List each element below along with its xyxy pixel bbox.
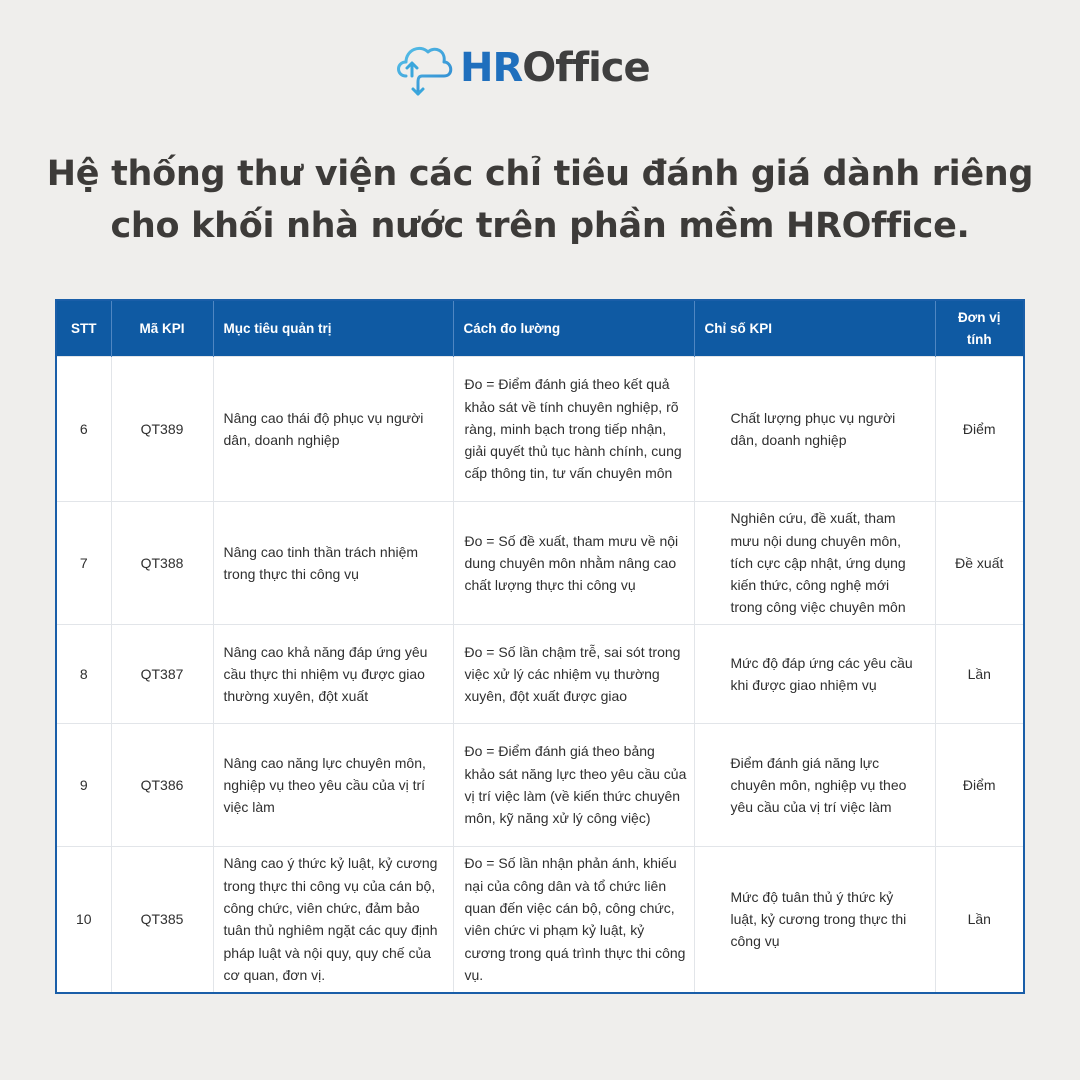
cell-objective: Nâng cao thái độ phục vụ người dân, doanh nghiệp xyxy=(213,357,453,502)
kpi-table xyxy=(55,299,1025,994)
table-row xyxy=(57,724,1023,847)
table-row xyxy=(57,625,1023,724)
col-header-stt: STT xyxy=(57,301,111,357)
col-header-kpi-index: Chỉ số KPI xyxy=(694,301,935,357)
table-header-row xyxy=(57,301,1023,357)
cell-stt: 10 xyxy=(57,847,111,992)
headline-line-2: cho khối nhà nước trên phần mềm HROffice. xyxy=(110,206,970,246)
cell-objective: Nâng cao tinh thần trách nhiệm trong thực thi công vụ xyxy=(213,502,453,625)
cell-measure: Đo = Điểm đánh giá theo kết quả khảo sát về tính chuyên nghiệp, rõ ràng, minh bạch trong tiếp nhận, giải quyết thủ tục hành chính, cung cấp thông tin, tư vấn chuyên môn xyxy=(453,357,694,502)
cell-objective: Nâng cao khả năng đáp ứng yêu cầu thực thi nhiệm vụ được giao thường xuyên, đột xuất xyxy=(213,625,453,724)
cell-objective: Nâng cao ý thức kỷ luật, kỷ cương trong thực thi công vụ của cán bộ, công chức, viên chức, đảm bảo tuân thủ nghiêm ngặt các quy định pháp luật và nội quy, quy chế của cơ quan, đơn vị. xyxy=(213,847,453,992)
cell-unit: Điểm xyxy=(935,724,1023,847)
cell-kpi-index: Chất lượng phục vụ người dân, doanh nghiệp xyxy=(694,357,935,502)
cell-stt: 9 xyxy=(57,724,111,847)
cell-kpi-index: Điểm đánh giá năng lực chuyên môn, nghiệp vụ theo yêu cầu của vị trí việc làm xyxy=(694,724,935,847)
cloud-sync-icon xyxy=(392,36,456,100)
table-row xyxy=(57,357,1023,502)
cell-unit: Lần xyxy=(935,625,1023,724)
cell-kpi-code: QT387 xyxy=(111,625,213,724)
table-row xyxy=(57,847,1023,992)
cell-unit: Lần xyxy=(935,847,1023,992)
hroffice-logo xyxy=(392,36,650,100)
cell-stt: 7 xyxy=(57,502,111,625)
cell-unit: Điểm xyxy=(935,357,1023,502)
logo-wordmark xyxy=(460,45,650,91)
logo-hr-text: HR xyxy=(460,45,523,91)
cell-kpi-code: QT386 xyxy=(111,724,213,847)
col-header-objective: Mục tiêu quản trị xyxy=(213,301,453,357)
cell-kpi-index: Nghiên cứu, đề xuất, tham mưu nội dung chuyên môn, tích cực cập nhật, ứng dụng kiến thức, công nghệ mới trong công việc chuyên môn xyxy=(694,502,935,625)
cell-measure: Đo = Điểm đánh giá theo bảng khảo sát năng lực theo yêu cầu của vị trí việc làm (về kiến thức chuyên môn, kỹ năng xử lý công việc) xyxy=(453,724,694,847)
cell-objective: Nâng cao năng lực chuyên môn, nghiệp vụ theo yêu cầu của vị trí việc làm xyxy=(213,724,453,847)
col-header-unit: Đơn vị tính xyxy=(935,301,1023,357)
cell-measure: Đo = Số đề xuất, tham mưu về nội dung chuyên môn nhằm nâng cao chất lượng thực thi công vụ xyxy=(453,502,694,625)
table-row xyxy=(57,502,1023,625)
cell-kpi-code: QT385 xyxy=(111,847,213,992)
cell-kpi-index: Mức độ đáp ứng các yêu cầu khi được giao nhiệm vụ xyxy=(694,625,935,724)
cell-measure: Đo = Số lần nhận phản ánh, khiếu nại của công dân và tổ chức liên quan đến việc cán bộ, công chức, viên chức vi phạm kỷ luật, kỷ cương trong quá trình thực thi công vụ. xyxy=(453,847,694,992)
cell-kpi-code: QT389 xyxy=(111,357,213,502)
col-header-measure: Cách đo lường xyxy=(453,301,694,357)
logo-office-text: Office xyxy=(522,45,650,91)
cell-stt: 8 xyxy=(57,625,111,724)
cell-measure: Đo = Số lần chậm trễ, sai sót trong việc xử lý các nhiệm vụ thường xuyên, đột xuất được giao xyxy=(453,625,694,724)
cell-kpi-index: Mức độ tuân thủ ý thức kỷ luật, kỷ cương trong thực thi công vụ xyxy=(694,847,935,992)
col-header-kpi-code: Mã KPI xyxy=(111,301,213,357)
cell-kpi-code: QT388 xyxy=(111,502,213,625)
cell-unit: Đề xuất xyxy=(935,502,1023,625)
headline-line-1: Hệ thống thư viện các chỉ tiêu đánh giá dành riêng xyxy=(46,154,1034,194)
page-headline xyxy=(20,148,1060,252)
cell-stt: 6 xyxy=(57,357,111,502)
